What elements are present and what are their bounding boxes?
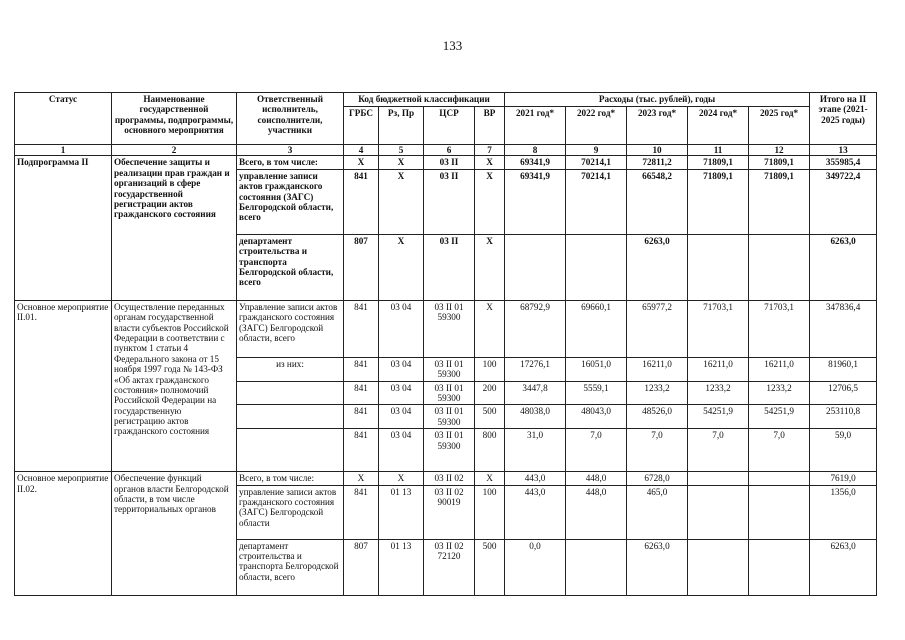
value-2021: 443,0 (505, 472, 566, 485)
header-vr: ВР (475, 107, 505, 145)
status-cell: Основное мероприятие II.01. (15, 300, 112, 471)
executor-cell (237, 381, 344, 405)
value-2022: 448,0 (566, 485, 627, 539)
header-grbs: ГРБС (344, 107, 379, 145)
header-expenses: Расходы (тыс. рублей), годы (505, 93, 810, 107)
column-number: 7 (475, 145, 505, 156)
value-total: 7619,0 (810, 472, 877, 485)
value-2022: 16051,0 (566, 357, 627, 381)
status-cell: Основное мероприятие II.02. (15, 472, 112, 595)
header-rzpr: Рз, Пр (379, 107, 424, 145)
table-row (15, 300, 877, 357)
value-2022: 7,0 (566, 429, 627, 472)
rzpr-cell: 01 13 (379, 539, 424, 595)
budget-table (14, 92, 877, 596)
column-number: 13 (810, 145, 877, 156)
csr-cell: 03 II (424, 234, 475, 300)
value-2023: 72811,2 (627, 156, 688, 169)
value-2022: 48043,0 (566, 405, 627, 429)
value-total: 12706,5 (810, 381, 877, 405)
value-2024 (688, 234, 749, 300)
grbs-cell: 841 (344, 381, 379, 405)
header-budget-code: Код бюджетной классификации (344, 93, 505, 107)
value-2021: 443,0 (505, 485, 566, 539)
status-cell: Подпрограмма II (15, 156, 112, 300)
column-number-row (15, 145, 877, 156)
rzpr-cell: 01 13 (379, 485, 424, 539)
value-total: 347836,4 (810, 300, 877, 357)
vr-cell: X (475, 472, 505, 485)
vr-cell: 500 (475, 405, 505, 429)
value-2022: 448,0 (566, 472, 627, 485)
executor-cell (237, 405, 344, 429)
value-2025 (749, 234, 810, 300)
csr-cell: 03 II (424, 156, 475, 169)
value-2025: 71809,1 (749, 169, 810, 234)
csr-cell: 03 II (424, 169, 475, 234)
vr-cell: 100 (475, 357, 505, 381)
value-2024: 1233,2 (688, 381, 749, 405)
value-total: 59,0 (810, 429, 877, 472)
executor-cell: Всего, в том числе: (237, 472, 344, 485)
value-2024 (688, 472, 749, 485)
value-total: 253110,8 (810, 405, 877, 429)
value-2024: 7,0 (688, 429, 749, 472)
value-2023: 7,0 (627, 429, 688, 472)
executor-cell: управление записи актов гражданского состояния (ЗАГС) Белгородской области, всего (237, 169, 344, 234)
value-2022: 70214,1 (566, 156, 627, 169)
header-total: Итого на II этапе (2021-2025 годы) (810, 93, 877, 145)
value-2021: 48038,0 (505, 405, 566, 429)
vr-cell: 100 (475, 485, 505, 539)
csr-cell: 03 II 02 72120 (424, 539, 475, 595)
value-2025: 71703,1 (749, 300, 810, 357)
executor-cell: Всего, в том числе: (237, 156, 344, 169)
column-number: 1 (15, 145, 112, 156)
header-csr: ЦСР (424, 107, 475, 145)
value-2022: 5559,1 (566, 381, 627, 405)
column-number: 10 (627, 145, 688, 156)
name-cell: Обеспечение защиты и реализации прав граждан и организаций в сфере государственной регистрации актов гражданского состояния (112, 156, 237, 300)
value-2023: 16211,0 (627, 357, 688, 381)
value-2023: 6728,0 (627, 472, 688, 485)
csr-cell: 03 II 01 59300 (424, 300, 475, 357)
value-2023: 48526,0 (627, 405, 688, 429)
grbs-cell: X (344, 156, 379, 169)
column-number: 5 (379, 145, 424, 156)
rzpr-cell: X (379, 169, 424, 234)
grbs-cell: 841 (344, 429, 379, 472)
value-2023: 66548,2 (627, 169, 688, 234)
column-number: 9 (566, 145, 627, 156)
vr-cell: X (475, 169, 505, 234)
grbs-cell: 841 (344, 485, 379, 539)
vr-cell: X (475, 300, 505, 357)
value-2024: 71809,1 (688, 169, 749, 234)
value-2021 (505, 234, 566, 300)
value-2025 (749, 485, 810, 539)
vr-cell: X (475, 156, 505, 169)
value-2021: 31,0 (505, 429, 566, 472)
value-2023: 1233,2 (627, 381, 688, 405)
value-2022: 69660,1 (566, 300, 627, 357)
value-2021: 68792,9 (505, 300, 566, 357)
csr-cell: 03 II 01 59300 (424, 429, 475, 472)
rzpr-cell: 03 04 (379, 429, 424, 472)
grbs-cell: 841 (344, 405, 379, 429)
value-2021: 17276,1 (505, 357, 566, 381)
executor-cell: департамент строительства и транспорта Белгородской области, всего (237, 539, 344, 595)
value-total: 6263,0 (810, 234, 877, 300)
value-2024 (688, 539, 749, 595)
csr-cell: 03 II 02 90019 (424, 485, 475, 539)
value-2025: 71809,1 (749, 156, 810, 169)
header-2024: 2024 год* (688, 107, 749, 145)
rzpr-cell: X (379, 234, 424, 300)
csr-cell: 03 II 01 59300 (424, 405, 475, 429)
value-total: 6263,0 (810, 539, 877, 595)
value-2021: 69341,9 (505, 156, 566, 169)
value-2023: 6263,0 (627, 234, 688, 300)
value-2023: 465,0 (627, 485, 688, 539)
value-2022 (566, 539, 627, 595)
vr-cell: 500 (475, 539, 505, 595)
table-row (15, 156, 877, 169)
page-number: 133 (442, 38, 463, 53)
rzpr-cell: X (379, 156, 424, 169)
grbs-cell: 807 (344, 539, 379, 595)
column-number: 12 (749, 145, 810, 156)
executor-cell: управление записи актов гражданского состояния (ЗАГС) Белгородской области (237, 485, 344, 539)
value-2025 (749, 472, 810, 485)
value-total: 1356,0 (810, 485, 877, 539)
column-number: 3 (237, 145, 344, 156)
vr-cell: 200 (475, 381, 505, 405)
vr-cell: X (475, 234, 505, 300)
csr-cell: 03 II 02 (424, 472, 475, 485)
grbs-cell: 841 (344, 169, 379, 234)
value-2024: 16211,0 (688, 357, 749, 381)
value-2024: 71703,1 (688, 300, 749, 357)
column-number: 2 (112, 145, 237, 156)
executor-cell: департамент строительства и транспорта Белгородской области, всего (237, 234, 344, 300)
rzpr-cell: X (379, 472, 424, 485)
grbs-cell: 807 (344, 234, 379, 300)
rzpr-cell: 03 04 (379, 300, 424, 357)
value-2022 (566, 234, 627, 300)
vr-cell: 800 (475, 429, 505, 472)
value-2021: 0,0 (505, 539, 566, 595)
value-2023: 65977,2 (627, 300, 688, 357)
header-status: Статус (15, 93, 112, 145)
value-total: 81960,1 (810, 357, 877, 381)
value-2025: 16211,0 (749, 357, 810, 381)
grbs-cell: 841 (344, 357, 379, 381)
value-2025: 54251,9 (749, 405, 810, 429)
value-total: 355985,4 (810, 156, 877, 169)
value-2024: 71809,1 (688, 156, 749, 169)
value-2024 (688, 485, 749, 539)
value-2025: 1233,2 (749, 381, 810, 405)
value-2023: 6263,0 (627, 539, 688, 595)
rzpr-cell: 03 04 (379, 357, 424, 381)
header-2023: 2023 год* (627, 107, 688, 145)
value-2025: 7,0 (749, 429, 810, 472)
name-cell: Осуществление переданных органам государственной власти субъектов Российской Федерации в соответствии с пунктом 1 статьи 4 Федерального закона от 15 ноября 1997 года № 143-ФЗ «Об актах гражданского состояния» полномочий Российской Федерации на государственную регистрацию актов гражданского состояния (112, 300, 237, 471)
column-number: 4 (344, 145, 379, 156)
column-number: 6 (424, 145, 475, 156)
column-number: 8 (505, 145, 566, 156)
header-2022: 2022 год* (566, 107, 627, 145)
value-2021: 3447,8 (505, 381, 566, 405)
executor-cell (237, 429, 344, 472)
csr-cell: 03 II 01 59300 (424, 381, 475, 405)
name-cell: Обеспечение функций органов власти Белгородской области, в том числе территориальных органов (112, 472, 237, 595)
grbs-cell: 841 (344, 300, 379, 357)
header-2021: 2021 год* (505, 107, 566, 145)
executor-cell: Управление записи актов гражданского состояния (ЗАГС) Белгородской области, всего (237, 300, 344, 357)
header-executor: Ответственный исполнитель, соисполнители, участники (237, 93, 344, 145)
value-2024: 54251,9 (688, 405, 749, 429)
rzpr-cell: 03 04 (379, 381, 424, 405)
executor-cell: из них: (237, 357, 344, 381)
csr-cell: 03 II 01 59300 (424, 357, 475, 381)
rzpr-cell: 03 04 (379, 405, 424, 429)
value-total: 349722,4 (810, 169, 877, 234)
table-row (15, 472, 877, 485)
value-2025 (749, 539, 810, 595)
grbs-cell: X (344, 472, 379, 485)
header-2025: 2025 год* (749, 107, 810, 145)
value-2022: 70214,1 (566, 169, 627, 234)
header-name: Наименование государственной программы, подпрограммы, основного мероприятия (112, 93, 237, 145)
column-number: 11 (688, 145, 749, 156)
value-2021: 69341,9 (505, 169, 566, 234)
